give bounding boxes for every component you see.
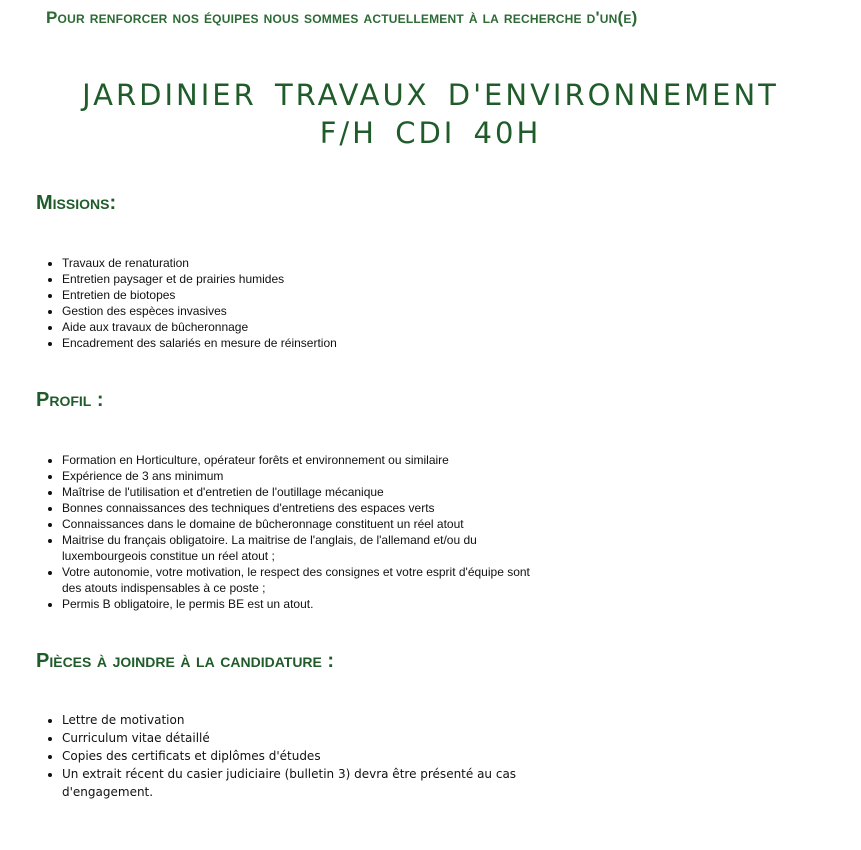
list-item: • Expérience de 3 ans minimum — [62, 468, 532, 484]
list-item: • Travaux de renaturation — [62, 255, 337, 271]
list-item: • Aide aux travaux de bûcheronnage — [62, 319, 337, 335]
job-title — [0, 76, 861, 152]
missions-heading: Missions: — [36, 192, 117, 214]
intro-text: Pour renforcer nos équipes nous sommes actuellement à la recherche d'un(e) — [46, 8, 638, 27]
pieces-heading: Pièces à joindre à la candidature : — [36, 650, 335, 672]
pieces-list — [36, 711, 522, 801]
list-item: • Un extrait récent du casier judiciaire (bulletin 3) devra être présenté au cas d'engagement. — [62, 765, 522, 801]
job-title-line-1: JARDINIER TRAVAUX D'ENVIRONNEMENT — [82, 78, 779, 112]
profil-heading: Profil : — [36, 389, 104, 411]
list-item: • Lettre de motivation — [62, 711, 522, 729]
list-item: • Encadrement des salariés en mesure de réinsertion — [62, 335, 337, 351]
list-item: • Bonnes connaissances des techniques d'entretiens des espaces verts — [62, 500, 532, 516]
list-item: • Maitrise du français obligatoire. La maitrise de l'anglais, de l'allemand et/ou du luxembourgeois constitue un réel atout ; — [62, 532, 532, 564]
profil-list — [36, 452, 532, 612]
list-item: • Maîtrise de l'utilisation et d'entretien de l'outillage mécanique — [62, 484, 532, 500]
list-item: • Entretien de biotopes — [62, 287, 337, 303]
job-title-line-2: F/H CDI 40H — [319, 116, 542, 150]
list-item: • Curriculum vitae détaillé — [62, 729, 522, 747]
list-item: • Copies des certificats et diplômes d'études — [62, 747, 522, 765]
list-item: • Entretien paysager et de prairies humides — [62, 271, 337, 287]
missions-list — [36, 255, 337, 351]
list-item: • Votre autonomie, votre motivation, le respect des consignes et votre esprit d'équipe sont des atouts indispensables à ce poste ; — [62, 564, 532, 596]
list-item: • Permis B obligatoire, le permis BE est un atout. — [62, 596, 532, 612]
list-item: • Gestion des espèces invasives — [62, 303, 337, 319]
list-item: • Formation en Horticulture, opérateur forêts et environnement ou similaire — [62, 452, 532, 468]
list-item: • Connaissances dans le domaine de bûcheronnage constituent un réel atout — [62, 516, 532, 532]
